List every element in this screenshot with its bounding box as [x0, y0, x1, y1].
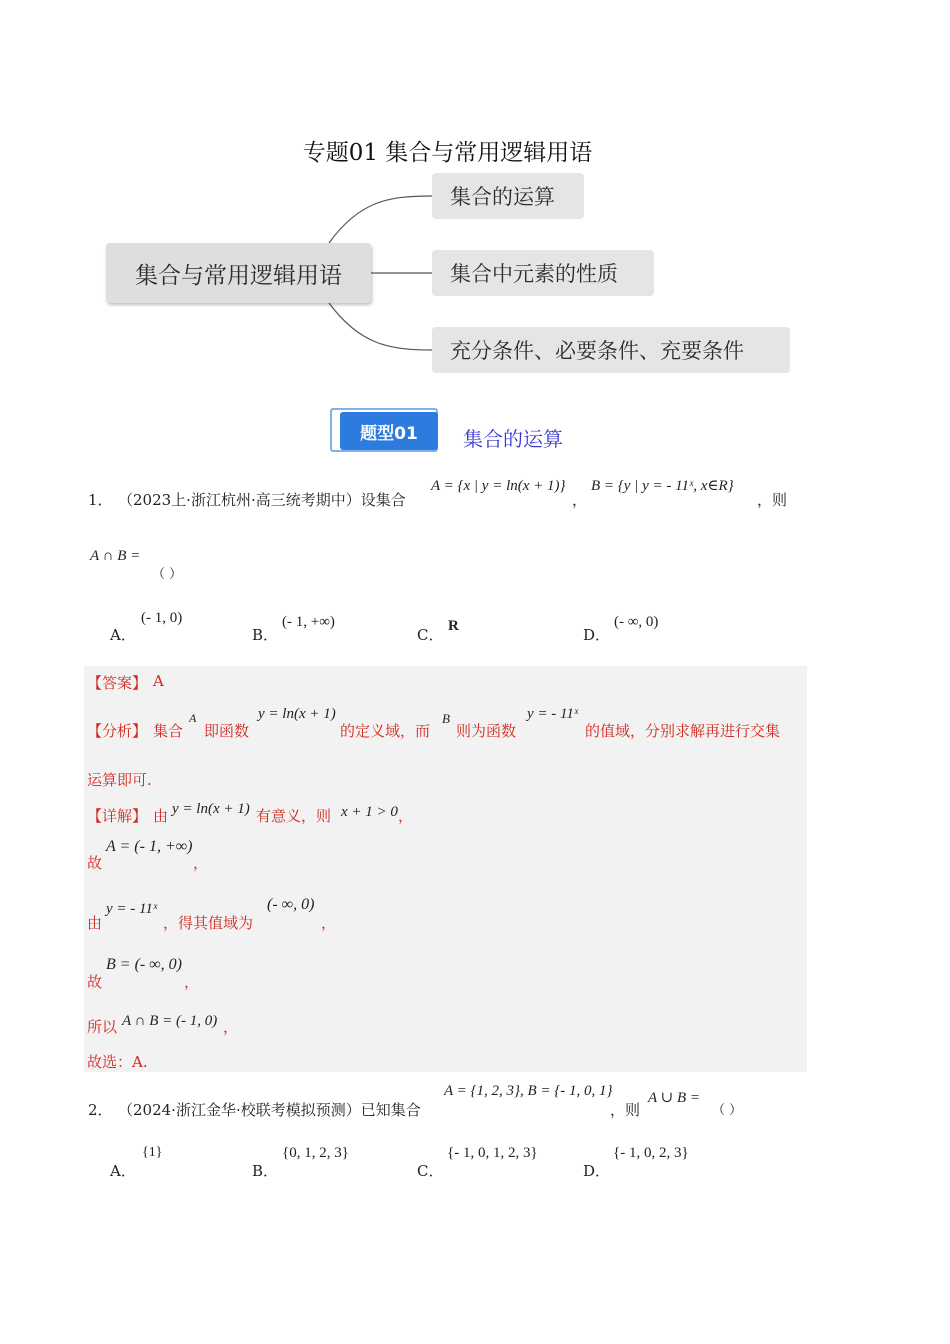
- q2-expression: A ∪ B =: [648, 1090, 700, 1106]
- q1-option-d-label: D．: [583, 626, 611, 644]
- set-b-result: B = (- ∞, 0): [106, 956, 182, 973]
- therefore-1: 故: [87, 854, 103, 872]
- analysis-text-5: 的值域，分别求解再进行交集: [585, 722, 781, 740]
- q1-tail: ，则: [757, 491, 788, 509]
- q1-option-c-label: C．: [417, 626, 444, 644]
- q2-sets: A = {1, 2, 3}, B = {- 1, 0, 1}: [444, 1083, 613, 1099]
- q2-option-b-value: {0, 1, 2, 3}: [282, 1145, 349, 1161]
- q2-option-a-value: {1}: [142, 1145, 163, 1160]
- q1-option-a-value: (- 1, 0): [141, 610, 183, 626]
- detail-text-1: 由: [153, 807, 169, 825]
- therefore-2: 故: [87, 973, 103, 991]
- q2-option-d-value: {- 1, 0, 2, 3}: [613, 1145, 689, 1161]
- detail-text-3: ，: [398, 807, 414, 825]
- section-title: 集合的运算: [463, 427, 563, 451]
- analysis-label: 【分析】: [87, 722, 148, 740]
- analysis-text-2: 即函数: [204, 722, 250, 740]
- detail-function: y = ln(x + 1): [172, 801, 250, 817]
- range-text: ，得其值域为: [163, 914, 254, 932]
- detail-inequality: x + 1 > 0: [341, 804, 398, 820]
- q1-set-b: B = {y | y = - 11ˣ, x∈R}: [591, 478, 734, 494]
- q2-blank: （ ）: [712, 1103, 743, 1118]
- comma-2: ，: [321, 914, 337, 932]
- detail-text-2: 有意义，则: [256, 807, 332, 825]
- q1-comma: ，: [572, 491, 588, 509]
- q2-option-d-label: D．: [583, 1162, 611, 1180]
- comma-4: ，: [223, 1018, 239, 1036]
- mindmap-root: 集合与常用逻辑用语: [106, 243, 371, 303]
- q2-source: （2024·浙江金华·校联考模拟预测）已知集合: [118, 1101, 421, 1119]
- comma-3: ，: [184, 973, 200, 991]
- mindmap-node-element-properties: 集合中元素的性质: [432, 250, 654, 296]
- q2-tail: ，则: [610, 1101, 641, 1119]
- from-label: 由: [87, 914, 103, 932]
- q2-option-c-label: C．: [417, 1162, 444, 1180]
- analysis-set-b: B: [442, 711, 450, 726]
- q1-blank: （ ）: [152, 567, 183, 582]
- set-a-result: A = (- 1, +∞): [106, 838, 193, 855]
- analysis-set-a: A: [189, 711, 197, 725]
- analysis-text-1: 集合: [153, 722, 184, 740]
- q2-option-b-label: B．: [252, 1162, 279, 1180]
- section-badge: [330, 404, 442, 456]
- answer-label: 【答案】: [87, 674, 148, 692]
- q2-option-a-label: A．: [110, 1162, 136, 1180]
- q1-expression: A ∩ B =: [90, 548, 141, 564]
- comma-1: ，: [193, 854, 209, 872]
- detail-label: 【详解】: [87, 807, 148, 825]
- q1-option-b-label: B．: [252, 626, 279, 644]
- q1-source: （2023上·浙江杭州·高三统考期中）设集合: [118, 491, 406, 509]
- q1-option-b-value: (- 1, +∞): [282, 614, 335, 630]
- so-label: 所以: [87, 1018, 118, 1036]
- analysis-text-6: 运算即可.: [87, 771, 152, 789]
- q2-number: 2．: [88, 1101, 113, 1119]
- analysis-text-4: 则为函数: [456, 722, 517, 740]
- q2-option-c-value: {- 1, 0, 1, 2, 3}: [447, 1145, 538, 1161]
- q1-option-a-label: A．: [110, 626, 136, 644]
- q1-option-d-value: (- ∞, 0): [614, 614, 659, 630]
- mindmap-node-set-operations: 集合的运算: [432, 173, 584, 219]
- intersection-result: A ∩ B = (- 1, 0): [122, 1013, 218, 1029]
- answer-value: A: [153, 672, 164, 690]
- q1-set-a: A = {x | y = ln(x + 1)}: [431, 478, 566, 494]
- analysis-function-1: y = ln(x + 1): [258, 706, 336, 722]
- q1-number: 1．: [88, 491, 113, 509]
- final-choice: 故选：A.: [87, 1053, 148, 1071]
- range-value: (- ∞, 0): [267, 896, 315, 913]
- mindmap-node-conditions: 充分条件、必要条件、充要条件: [432, 327, 790, 373]
- q1-option-c-value: R: [448, 618, 459, 634]
- page-title: 专题01 集合与常用逻辑用语: [302, 140, 593, 166]
- analysis-function-2: y = - 11ˣ: [527, 706, 579, 722]
- analysis-text-3: 的定义域，而: [340, 722, 431, 740]
- badge-label: 题型01: [340, 412, 438, 450]
- range-function: y = - 11ˣ: [106, 901, 158, 917]
